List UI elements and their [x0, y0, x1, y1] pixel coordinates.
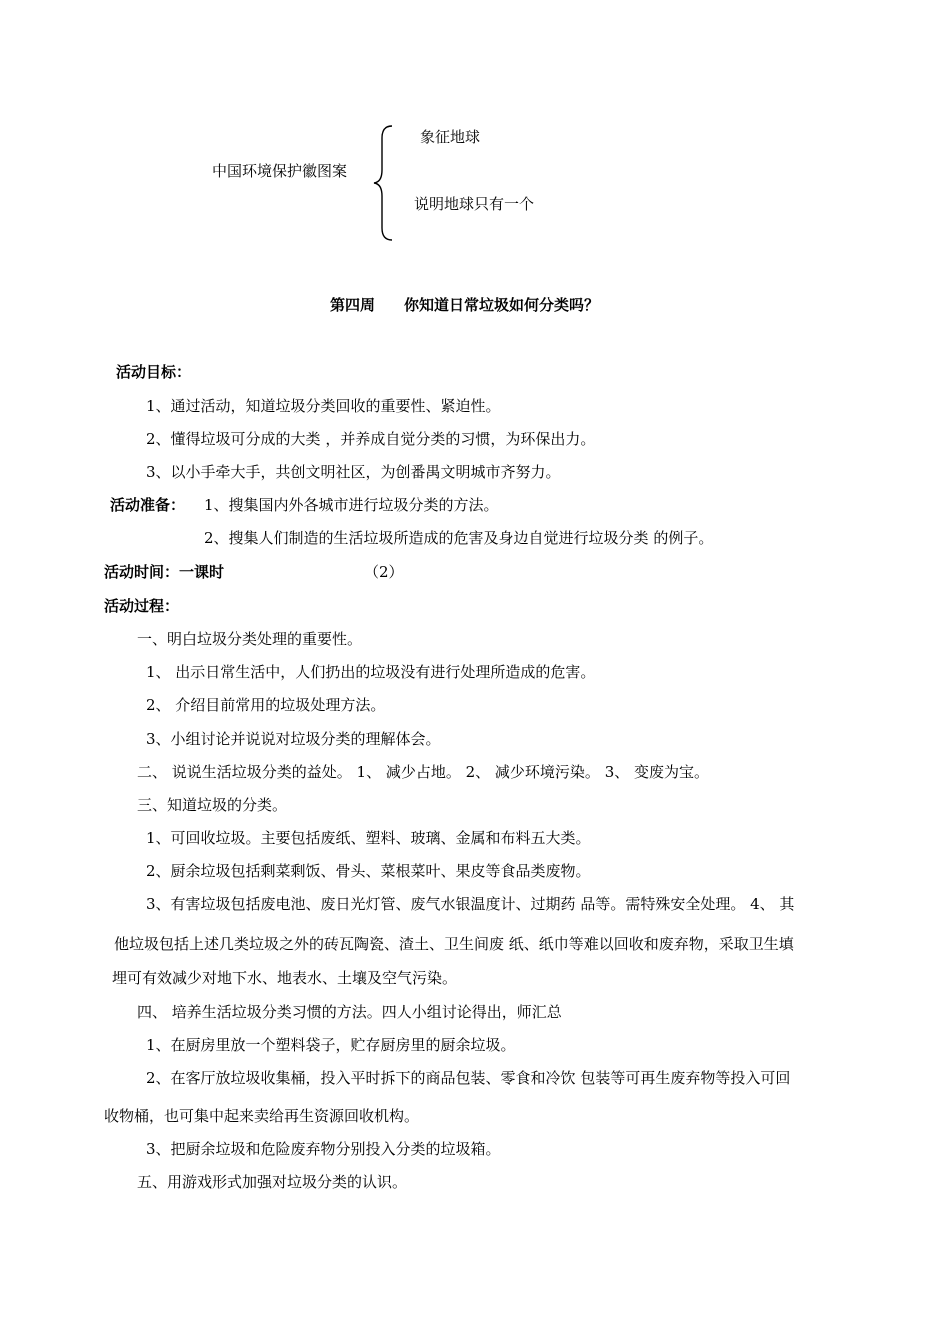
process-line: 收物桶，也可集中起来卖给再生资源回收机构。 [104, 1107, 420, 1125]
time-label: 活动时间：一课时 [104, 563, 225, 581]
goal-item: 2、懂得垃圾可分成的大类 ，并养成自觉分类的习惯，为环保出力。 [146, 430, 596, 448]
process-line: 3、有害垃圾包括废电池、废日光灯管、废气水银温度计、过期药 品等。需特殊安全处理。 4、 其 [146, 895, 795, 913]
goal-item: 1、通过活动，知道垃圾分类回收的重要性、紧迫性。 [146, 397, 501, 415]
diagram-item: 说明地球只有一个 [414, 195, 535, 213]
week-label: 第四周 [330, 296, 376, 314]
process-line: 他垃圾包括上述几类垃圾之外的砖瓦陶瓷、渣土、卫生间废 纸、纸巾等难以回收和废弃物，采取卫生填 [114, 935, 794, 953]
prep-item: 1、搜集国内外各城市进行垃圾分类的方法。 [204, 496, 499, 514]
process-line: 一、明白垃圾分类处理的重要性。 [137, 630, 363, 648]
process-line: 二、 说说生活垃圾分类的益处。 1、 减少占地。 2、 减少环境污染。 3、 变废为宝。 [137, 763, 710, 781]
process-line: 四、 培养生活垃圾分类习惯的方法。四人小组讨论得出，师汇总 [137, 1003, 562, 1021]
diagram-label: 中国环境保护徽图案 [212, 162, 348, 180]
process-line: 3、小组讨论并说说对垃圾分类的理解体会。 [146, 730, 441, 748]
process-line: 1、在厨房里放一个塑料袋子，贮存厨房里的厨余垃圾。 [146, 1036, 516, 1054]
diagram-item: 象征地球 [420, 128, 481, 146]
process-line: 埋可有效减少对地下水、地表水、土壤及空气污染。 [112, 969, 458, 987]
process-line: 五、用游戏形式加强对垃圾分类的认识。 [137, 1173, 408, 1191]
curly-brace-icon [372, 124, 396, 242]
prep-label: 活动准备： [110, 496, 186, 514]
process-line: 三、知道垃圾的分类。 [137, 796, 288, 814]
goals-label: 活动目标： [116, 363, 192, 381]
page-title: 你知道日常垃圾如何分类吗？ [404, 296, 600, 314]
time-value: （2） [364, 563, 404, 581]
process-line: 1、 出示日常生活中，人们扔出的垃圾没有进行处理所造成的危害。 [146, 663, 596, 681]
process-line: 2、 介绍目前常用的垃圾处理方法。 [146, 696, 386, 714]
prep-item: 2、搜集人们制造的生活垃圾所造成的危害及身边自觉进行垃圾分类 的例子。 [204, 529, 714, 547]
process-line: 2、在客厅放垃圾收集桶，投入平时拆下的商品包装、零食和冷饮 包装等可再生废弃物等投入可回 [146, 1069, 791, 1087]
process-label: 活动过程： [104, 597, 180, 615]
goal-item: 3、以小手牵大手，共创文明社区，为创番禺文明城市齐努力。 [146, 463, 561, 481]
process-line: 2、厨余垃圾包括剩菜剩饭、骨头、菜根菜叶、果皮等食品类废物。 [146, 862, 591, 880]
process-line: 1、可回收垃圾。主要包括废纸、塑料、玻璃、金属和布料五大类。 [146, 829, 591, 847]
process-line: 3、把厨余垃圾和危险废弃物分别投入分类的垃圾箱。 [146, 1140, 501, 1158]
